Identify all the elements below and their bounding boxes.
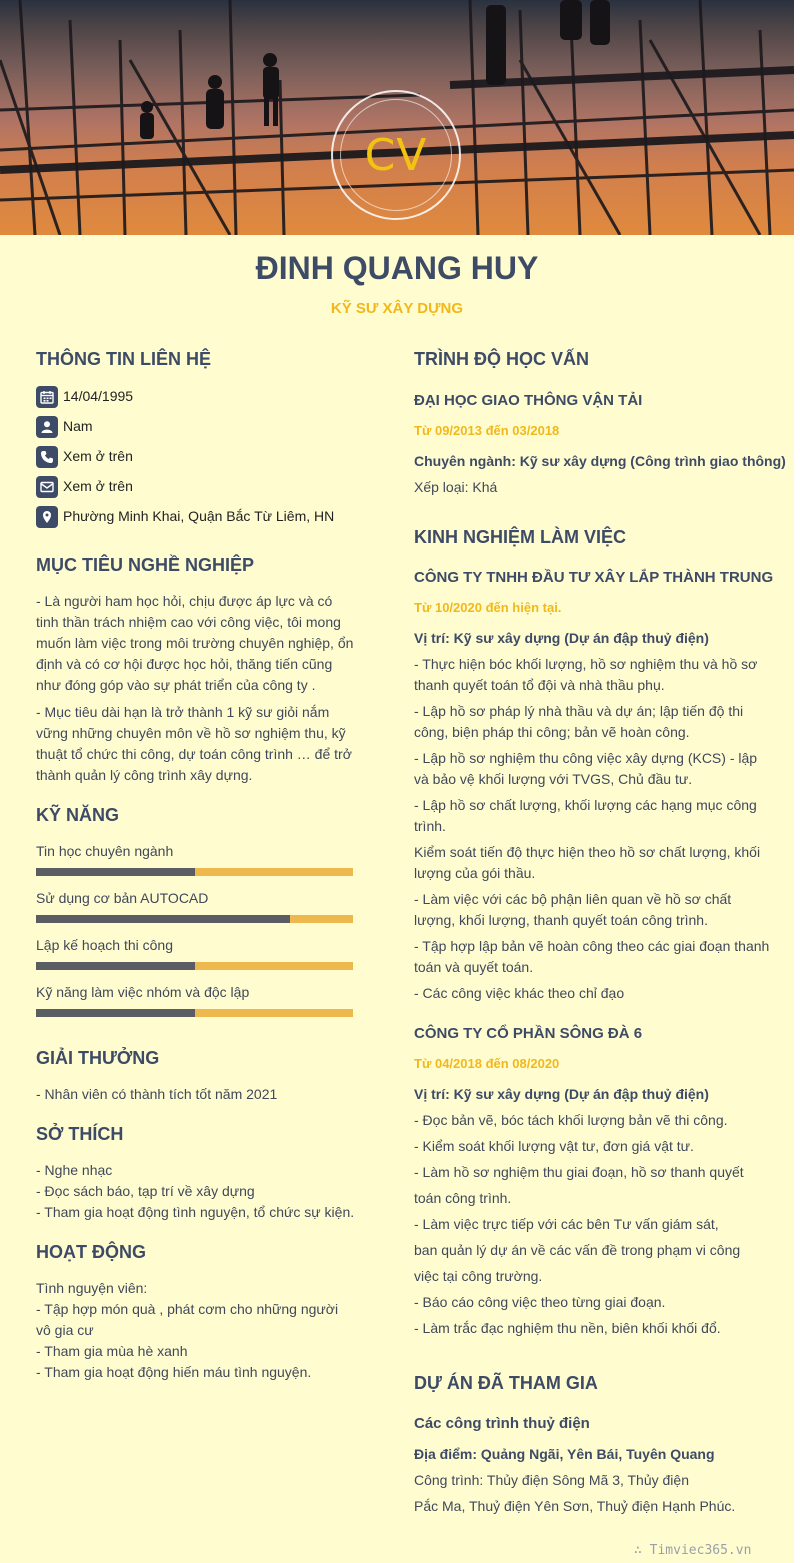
email-icon (36, 476, 58, 498)
contact-heading: THÔNG TIN LIÊN HỆ (36, 349, 211, 369)
activity-line: - Tham gia hoạt động hiến máu tình nguyện. (36, 1364, 312, 1380)
email-text: Xem ở trên (63, 478, 133, 494)
job-duty: - Làm việc trực tiếp với các bên Tư vấn giám sát, (414, 1216, 719, 1232)
job-duty: - Lập hồ sơ nghiệm thu công việc xây dựng (KCS) - lập và bảo vệ khối lượng với TVGS, Chủ đầu tư. (414, 750, 758, 787)
job-duty: - Thực hiện bóc khối lượng, hồ sơ nghiệm thu và hồ sơ thanh quyết toán tổ đội và nhà thầu phụ. (414, 656, 758, 693)
calendar-icon (36, 386, 58, 408)
job-duty: ban quản lý dự án về các vấn đề trong phạm vi công (414, 1242, 741, 1258)
objective-heading: MỤC TIÊU NGHỀ NGHIỆP (36, 555, 255, 575)
job-duty: - Báo cáo công việc theo từng giai đoạn. (414, 1294, 666, 1310)
candidate-name: ĐINH QUANG HUY (255, 250, 539, 286)
hero-banner (0, 0, 794, 235)
school-name: ĐẠI HỌC GIAO THÔNG VẬN TẢI (414, 392, 643, 409)
skill-bar-fill (36, 915, 290, 923)
job-duty: - Kiểm soát khối lượng vật tư, đơn giá vật tư. (414, 1138, 694, 1154)
phone-icon (36, 446, 58, 468)
job-duty: - Làm hồ sơ nghiệm thu giai đoạn, hồ sơ thanh quyết (414, 1164, 744, 1180)
job-duty: toán công trình. (414, 1190, 512, 1206)
job-duty: - Lập hồ sơ chất lượng, khối lượng các hạng mục công trình. (414, 797, 757, 834)
project-line: Pắc Ma, Thuỷ điện Yên Sơn, Thuỷ điện Hạnh Phúc. (414, 1498, 736, 1514)
activities-heading: HOẠT ĐỘNG (36, 1242, 146, 1262)
project-line: Công trình: Thủy điện Sông Mã 3, Thủy điện (414, 1472, 689, 1488)
hobby-item: - Nghe nhạc (36, 1162, 113, 1178)
objective-paragraph-2: - Mục tiêu dài hạn là trở thành 1 kỹ sư giỏi nắm vững những chuyên môn về hồ sơ nghiệm thu, kỹ thuật tổ chức thi công, dự toán công trình … để trở thành quản lý công trình xây dựng. (36, 704, 352, 783)
skill-bar (36, 915, 353, 923)
skill-bar (36, 1009, 353, 1017)
skill-bar-fill (36, 962, 195, 970)
job-duty: việc tại công trường. (414, 1268, 543, 1284)
phone-text: Xem ở trên (63, 448, 133, 464)
objective-paragraph-1: - Là người ham học hỏi, chịu được áp lực và có tinh thần trách nhiệm cao với công việc, tôi mong muốn làm việc trong môi trường chuyên nghiệp, ổn định và có cơ hội được học hỏi, thăng tiến cũng như đóng góp vào sự phát triển của công ty . (36, 593, 354, 693)
location-icon (36, 506, 58, 528)
hobby-item: - Đọc sách báo, tạp trí về xây dựng (36, 1183, 255, 1199)
skill-name: Tin học chuyên ngành (36, 843, 174, 859)
cv-logo: CV (364, 130, 428, 181)
job-position: Vị trí: Kỹ sư xây dựng (Dự án đập thuỷ điện) (414, 1086, 709, 1102)
job-period: Từ 04/2018 đến 08/2020 (414, 1056, 560, 1071)
project-title: Các công trình thuỷ điện (414, 1415, 590, 1432)
experience-heading: KINH NGHIỆM LÀM VIỆC (414, 527, 627, 547)
education-grade: Xếp loại: Khá (414, 479, 498, 495)
activity-line: - Tập hợp món quà , phát cơm cho những người vô gia cư (36, 1301, 339, 1338)
awards-heading: GIẢI THƯỞNG (36, 1048, 160, 1068)
skill-bar (36, 868, 353, 876)
birthday-text: 14/04/1995 (63, 388, 134, 404)
skill-name: Lập kế hoạch thi công (36, 937, 173, 953)
skill-name: Sử dụng cơ bản AUTOCAD (36, 890, 209, 906)
job-company: CÔNG TY CỔ PHẦN SÔNG ĐÀ 6 (414, 1025, 643, 1042)
skill-name: Kỹ năng làm việc nhóm và độc lập (36, 984, 250, 1000)
job-duty: - Làm việc với các bộ phận liên quan về hồ sơ chất lượng, khối lượng, thanh quyết toán công trình. (414, 891, 732, 928)
activity-line: - Tham gia mùa hè xanh (36, 1343, 188, 1359)
skill-bar-fill (36, 868, 195, 876)
job-duty: - Làm trắc đạc nghiệm thu nền, biên khối khối đổ. (414, 1320, 721, 1336)
job-period: Từ 10/2020 đến hiện tại. (414, 600, 562, 615)
education-period: Từ 09/2013 đến 03/2018 (414, 423, 560, 438)
skill-bar-fill (36, 1009, 195, 1017)
education-heading: TRÌNH ĐỘ HỌC VẤN (414, 349, 589, 369)
gender-text: Nam (63, 418, 93, 434)
hobbies-heading: SỞ THÍCH (36, 1124, 124, 1144)
award-item: - Nhân viên có thành tích tốt năm 2021 (36, 1086, 278, 1102)
user-icon (36, 416, 58, 438)
job-duty: - Đọc bản vẽ, bóc tách khối lượng bản vẽ thi công. (414, 1112, 728, 1128)
project-location: Địa điểm: Quảng Ngãi, Yên Bái, Tuyên Quang (414, 1446, 715, 1462)
skill-bar (36, 962, 353, 970)
skills-heading: KỸ NĂNG (36, 805, 120, 825)
activity-line: Tình nguyện viên: (36, 1280, 148, 1296)
job-duty: - Tập hợp lập bản vẽ hoàn công theo các giai đoạn thanh toán và quyết toán. (414, 938, 770, 975)
watermark: ∴ Timviec365.vn (634, 1543, 752, 1558)
job-duty: Kiểm soát tiến độ thực hiện theo hồ sơ chất lượng, khối lượng của gói thầu. (414, 844, 761, 881)
projects-heading: DỰ ÁN ĐÃ THAM GIA (414, 1373, 598, 1393)
education-major: Chuyên ngành: Kỹ sư xây dựng (Công trình giao thông) (414, 453, 786, 469)
hobby-item: - Tham gia hoạt động tình nguyện, tổ chức sự kiện. (36, 1204, 355, 1220)
address-text: Phường Minh Khai, Quận Bắc Từ Liêm, HN (63, 508, 335, 524)
job-duty: - Các công việc khác theo chỉ đạo (414, 985, 625, 1001)
job-company: CÔNG TY TNHH ĐẦU TƯ XÂY LẮP THÀNH TRUNG (414, 569, 774, 586)
job-position: Vị trí: Kỹ sư xây dựng (Dự án đập thuỷ điện) (414, 630, 709, 646)
job-duty: - Lập hồ sơ pháp lý nhà thầu và dự án; lập tiến độ thi công, biện pháp thi công; bản vẽ hoàn công. (414, 703, 744, 740)
candidate-title: KỸ SƯ XÂY DỰNG (330, 300, 464, 317)
